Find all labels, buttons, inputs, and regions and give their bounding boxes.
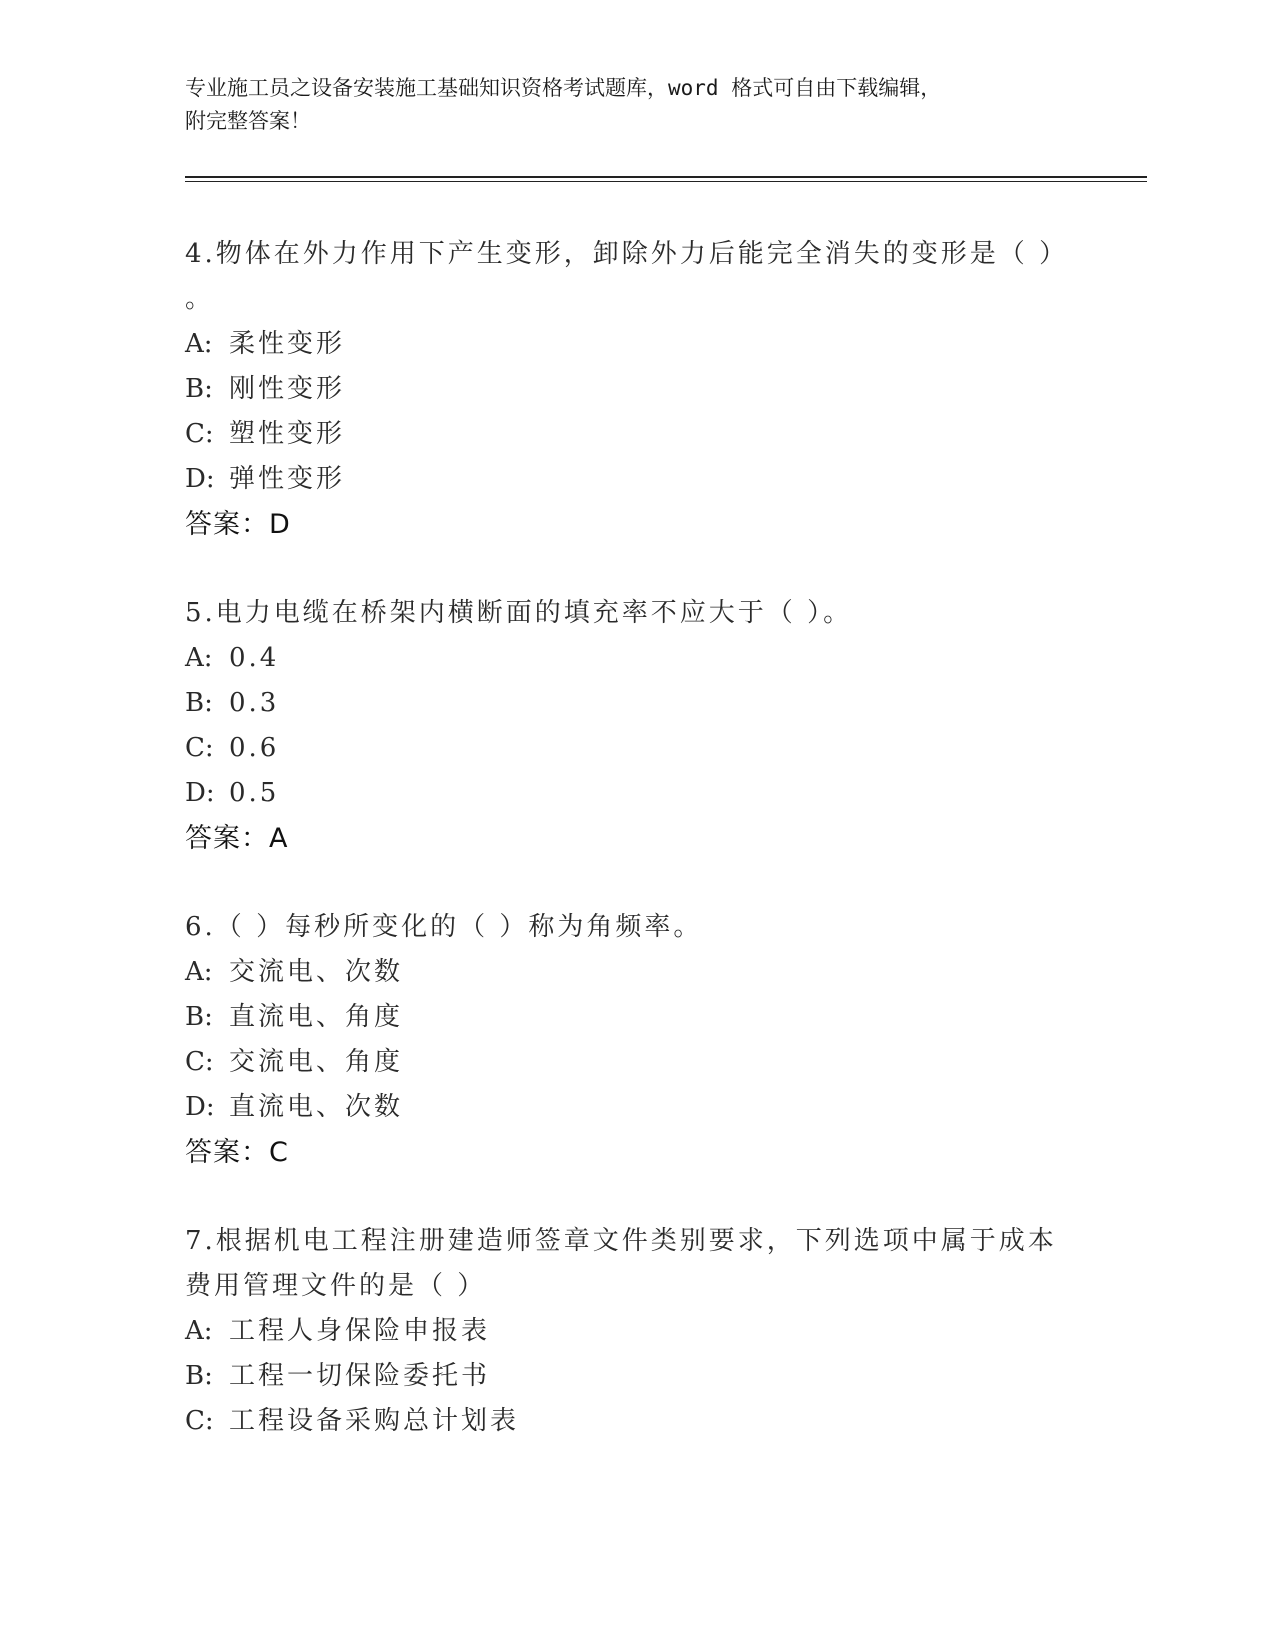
- option-text: 工程人身保险申报表: [229, 1316, 491, 1346]
- option-text: 0.3: [229, 688, 280, 718]
- question-7: [185, 1219, 1145, 1444]
- option-text: 刚性变形: [229, 374, 346, 404]
- question-stem: 5.电力电缆在桥架内横断面的填充率不应大于（ ）。: [185, 598, 853, 628]
- option-text: 弹性变形: [229, 464, 346, 494]
- option-letter: B:: [185, 1002, 213, 1032]
- option-letter: C:: [185, 1047, 214, 1077]
- question-stem: 4.物体在外力作用下产生变形，卸除外力后能完全消失的变形是（ ）: [185, 239, 1069, 269]
- option-text: 塑性变形: [229, 419, 346, 449]
- option-a: [185, 1309, 1145, 1354]
- option-letter: B:: [185, 688, 213, 718]
- option-text: 直流电、次数: [229, 1092, 404, 1122]
- option-text: 直流电、角度: [229, 1002, 404, 1032]
- question-stem-continued: 。: [185, 284, 215, 314]
- option-letter: A:: [185, 1316, 213, 1346]
- option-letter: C:: [185, 1406, 214, 1436]
- option-a: [185, 322, 1145, 367]
- answer-value: A: [269, 823, 289, 854]
- answer-label: 答案：: [185, 509, 269, 540]
- question-stem: 6.（ ）每秒所变化的（ ）称为角频率。: [185, 912, 703, 942]
- option-text: 柔性变形: [229, 329, 346, 359]
- option-a: [185, 950, 1145, 995]
- option-b: [185, 995, 1145, 1040]
- option-text: 工程设备采购总计划表: [229, 1406, 520, 1436]
- answer-label: 答案：: [185, 1137, 269, 1168]
- answer-line: [185, 816, 1145, 861]
- option-c: [185, 1399, 1145, 1444]
- option-c: [185, 726, 1145, 771]
- option-text: 0.6: [229, 733, 280, 763]
- option-letter: D:: [185, 1092, 215, 1122]
- option-text: 交流电、角度: [229, 1047, 404, 1077]
- option-letter: A:: [185, 643, 213, 673]
- option-d: [185, 457, 1145, 502]
- option-c: [185, 1040, 1145, 1085]
- answer-value: C: [269, 1137, 289, 1168]
- header-line-2: 附完整答案！: [185, 109, 311, 133]
- option-text: 工程一切保险委托书: [229, 1361, 491, 1391]
- answer-value: D: [269, 509, 291, 540]
- option-b: [185, 681, 1145, 726]
- option-d: [185, 1085, 1145, 1130]
- option-text: 0.4: [229, 643, 280, 673]
- option-b: [185, 1354, 1145, 1399]
- question-stem: 7.根据机电工程注册建造师签章文件类别要求，下列选项中属于成本: [185, 1226, 1057, 1256]
- option-a: [185, 636, 1145, 681]
- option-text: 交流电、次数: [229, 957, 404, 987]
- question-stem-continued: 费用管理文件的是（ ）: [185, 1271, 487, 1301]
- option-letter: B:: [185, 1361, 213, 1391]
- option-letter: B:: [185, 374, 213, 404]
- answer-label: 答案：: [185, 823, 269, 854]
- option-letter: D:: [185, 778, 215, 808]
- question-list: [185, 232, 1145, 1444]
- document-header: [185, 72, 1085, 138]
- option-letter: C:: [185, 419, 214, 449]
- answer-line: [185, 502, 1145, 547]
- option-text: 0.5: [229, 778, 280, 808]
- header-divider-thin: [185, 181, 1147, 182]
- option-b: [185, 367, 1145, 412]
- answer-line: [185, 1130, 1145, 1175]
- option-c: [185, 412, 1145, 457]
- option-letter: C:: [185, 733, 214, 763]
- option-letter: A:: [185, 957, 213, 987]
- question-6: [185, 905, 1145, 1175]
- option-d: [185, 771, 1145, 816]
- option-letter: D:: [185, 464, 215, 494]
- question-4: [185, 232, 1145, 547]
- header-line-1: 专业施工员之设备安装施工基础知识资格考试题库，word 格式可自由下载编辑，: [185, 76, 942, 100]
- header-divider-thick: [185, 176, 1147, 178]
- option-letter: A:: [185, 329, 213, 359]
- question-5: [185, 591, 1145, 861]
